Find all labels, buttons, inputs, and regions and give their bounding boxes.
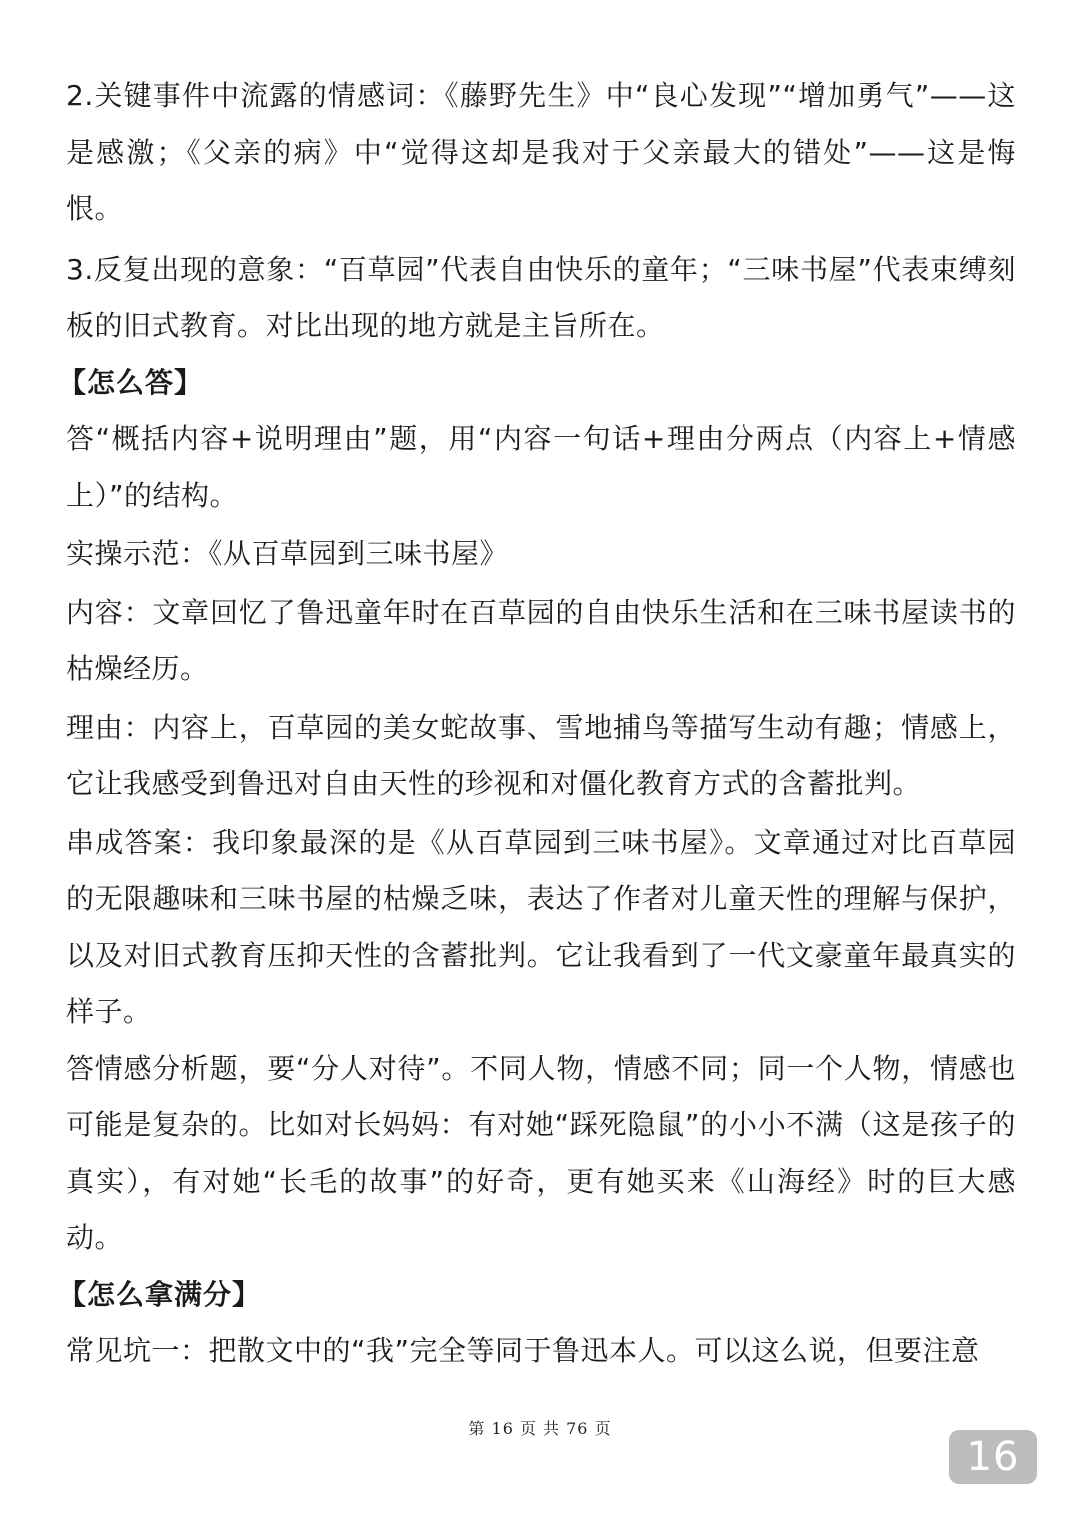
document-body [58, 68, 1016, 1380]
paragraph-answer-structure: 答“概括内容+说明理由”题，用“内容一句话+理由分两点（内容上+情感上）”的结构。 [66, 422, 1016, 512]
paragraph-recurring-imagery: 3.反复出现的意象：“百草园”代表自由快乐的童年；“三味书屋”代表束缚刻板的旧式教育。对比出现的地方就是主旨所在。 [66, 252, 1016, 342]
paragraph-common-pitfall: 常见坑一：把散文中的“我”完全等同于鲁迅本人。可以这么说，但要注意 [66, 1334, 980, 1367]
section-heading-how-to-answer: 【怎么答】 [58, 365, 204, 399]
page-number-badge: 16 [949, 1430, 1037, 1484]
paragraph-combined-answer: 串成答案：我印象最深的是《从百草园到三味书屋》。文章通过对比百草园的无限趣味和三味书屋的枯燥乏味，表达了作者对儿童天性的理解与保护，以及对旧式教育压抑天性的含蓄批判。它让我看到了一代文豪童年最真实的样子。 [66, 825, 1016, 1028]
paragraph-emotion-analysis: 答情感分析题，要“分人对待”。不同人物，情感不同；同一个人物，情感也可能是复杂的。比如对长妈妈：有对她“踩死隐鼠”的小小不满（这是孩子的真实），有对她“长毛的故事”的好奇，更有她买来《山海经》时的巨大感动。 [66, 1051, 1016, 1254]
paragraph-example-title: 实操示范：《从百草园到三味书屋》 [66, 537, 509, 570]
paragraph-example-reason: 理由：内容上，百草园的美女蛇故事、雪地捕鸟等描写生动有趣；情感上，它让我感受到鲁迅对自由天性的珍视和对僵化教育方式的含蓄批判。 [66, 710, 1016, 800]
page-footer: 第 16 页 共 76 页 [468, 1419, 612, 1438]
paragraph-example-content: 内容：文章回忆了鲁迅童年时在百草园的自由快乐生活和在三味书屋读书的枯燥经历。 [66, 595, 1016, 685]
section-heading-full-marks: 【怎么拿满分】 [58, 1277, 262, 1311]
paragraph-key-events: 2.关键事件中流露的情感词：《藤野先生》中“良心发现”“增加勇气”——这是感激；《父亲的病》中“觉得这却是我对于父亲最大的错处”——这是悔恨。 [66, 79, 1016, 225]
